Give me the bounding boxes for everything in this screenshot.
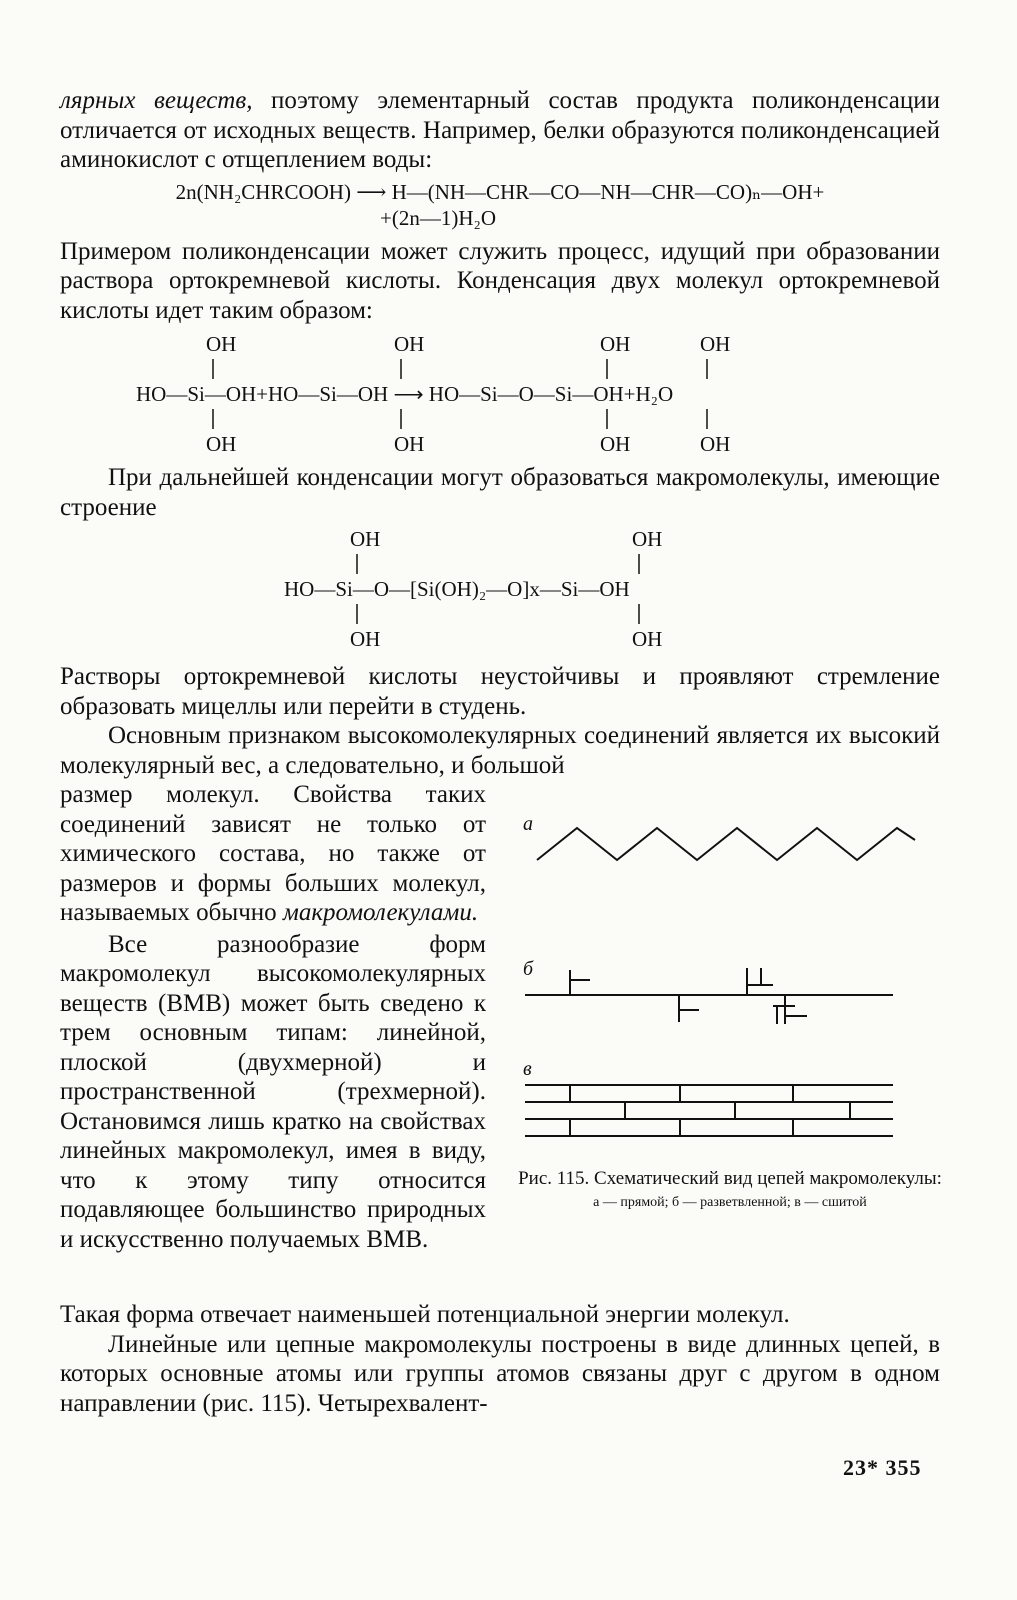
label-b: б [523, 958, 534, 980]
oh-top-left: OH [350, 527, 381, 551]
oh-bottom-3: OH [600, 432, 631, 456]
equation-line-1: 2n(NH₂CHRCOOH) ⟶ H—(NH—CHR—CO—NH—CHR—CO)ₙ—OH+ [175, 179, 825, 204]
equation-polycondensation [60, 179, 940, 231]
straight-chain [537, 828, 915, 860]
paragraph-1: лярных веществ, поэтому элементарный состав продукта поликонденсации отличается от исходных веществ. Например, белки образуются поликонденсацией аминокислот с отщеплением воды: [60, 87, 940, 173]
left-column [60, 780, 486, 1254]
oh-top-2: OH [394, 332, 425, 356]
label-a: а [523, 813, 533, 835]
oh-top-right: OH [632, 527, 663, 551]
structure-macromolecule [60, 524, 940, 654]
figure-115 [515, 780, 945, 1211]
structure-main-chain: HO—Si—OH+HO—Si—OH ⟶ HO—Si—O—Si—OH+H₂O [136, 382, 674, 406]
crosslinked-chains [525, 1085, 893, 1136]
paragraph-7: Все разнообразие форм макромолекул высокомолекулярных веществ (ВМВ) может быть сведено к трем основным типам: линейной, плоской (двухмерной) и пространственной (трехмерной). Остановимся лишь кратко на свойствах линейных макромолекул, имея в виду, что к этому типу относится подавляющее большинство природных и искусственно получаемых ВМВ. [60, 930, 486, 1253]
figure-caption: Рис. 115. Схематический вид цепей макромолекулы: [518, 1168, 942, 1189]
italic-term: лярных веществ, [60, 87, 253, 114]
text-with-figure [60, 780, 940, 1300]
paragraph-2: Примером поликонденсации может служить процесс, идущий при образовании раствора ортокремневой кислоты. Конденсация двух молекул ортокремневой кислоты идет таким образом: [60, 237, 940, 324]
oh-bottom-4: OH [700, 432, 731, 456]
paragraph-5: Основным признаком высокомолекулярных соединений является их высокий молекулярный вес, а следовательно, и большой [60, 722, 940, 779]
equation-line-2: +(2n—1)H₂O [380, 205, 496, 230]
paragraph-9: Линейные или цепные макромолекулы построены в виде длинных цепей, в которых основные атомы или группы атомов связаны друг с другом в одном направлении (рис. 115). Четырехвалент- [60, 1330, 940, 1417]
paragraph-3: При дальнейшей конденсации могут образоваться макромолекулы, имеющие строение [60, 464, 940, 521]
oh-top-3: OH [600, 332, 631, 356]
paragraph-6: размер молекул. Свойства таких соединений зависят не только от химического состава, но также от размеров и формы больших молекул, называемых обычно макромолекулами. [60, 781, 486, 926]
oh-top-1: OH [206, 332, 237, 356]
italic-term-macromolecules: макромолекулами. [282, 899, 479, 926]
macromolecule-chain: HO—Si—O—[Si(OH)₂—O]x—Si—OH [284, 577, 630, 601]
paragraph-4: Растворы ортокремневой кислоты неустойчивы и проявляют стремление образовать мицеллы или перейти в студень. [60, 663, 940, 720]
oh-bottom-2: OH [394, 432, 425, 456]
oh-top-4: OH [700, 332, 731, 356]
branched-chain [525, 968, 893, 1024]
label-v: в [523, 1058, 532, 1080]
oh-bottom-right: OH [632, 627, 663, 651]
paragraph-8: Такая форма отвечает наименьшей потенциальной энергии молекул. [60, 1301, 790, 1328]
figure-chains-diagram [515, 780, 945, 1150]
page-number: 23* 355 [843, 1455, 922, 1480]
page-content [60, 86, 940, 1418]
figure-caption-legend: а — прямой; б — разветвленной; в — сшитой [593, 1195, 867, 1210]
structure-silicic-condensation [60, 329, 940, 459]
oh-bottom-left: OH [350, 627, 381, 651]
oh-bottom-1: OH [206, 432, 237, 456]
